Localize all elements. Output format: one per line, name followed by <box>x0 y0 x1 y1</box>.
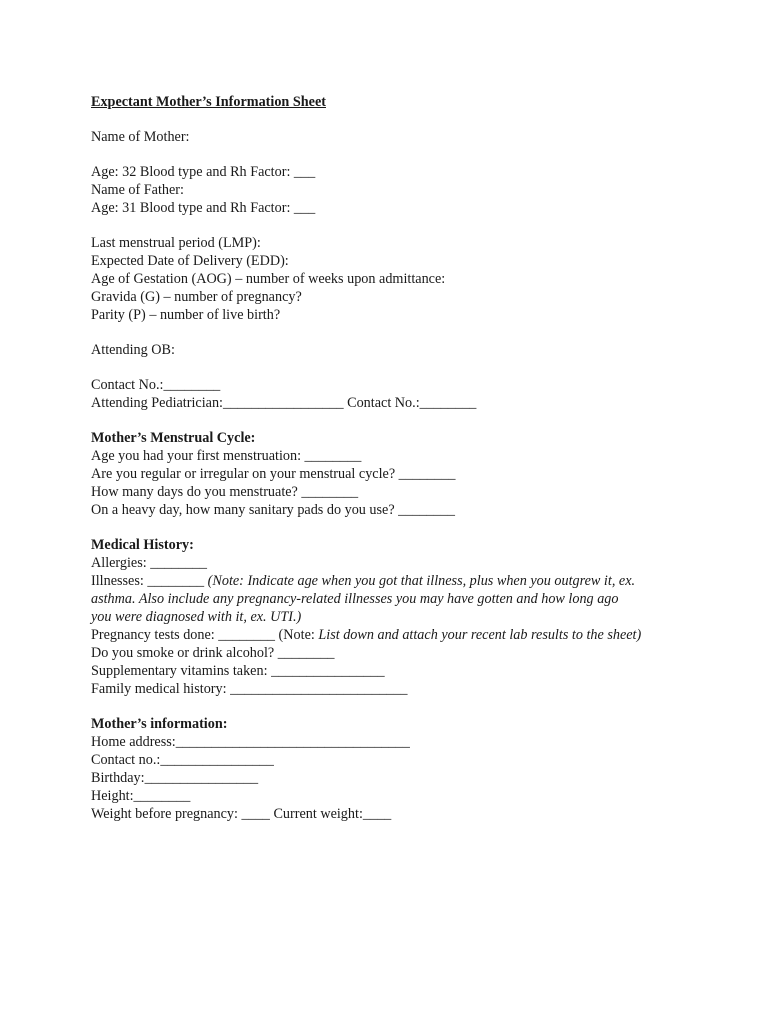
gravida-field: Gravida (G) – number of pregnancy? <box>91 289 302 305</box>
days-menstruate-field: How many days do you menstruate? ________ <box>91 484 359 500</box>
illnesses-note: (Note: Indicate age when you got that illness, plus when you outgrew it, ex. <box>207 573 636 589</box>
medical-history-heading: Medical History: <box>91 537 194 553</box>
aog-field: Age of Gestation (AOG) – number of weeks upon admittance: <box>91 271 446 287</box>
mother-age-field: Age: 32 Blood type and Rh Factor: ___ <box>91 164 316 180</box>
pregnancy-tests-field <box>91 626 731 644</box>
attending-ob-field: Attending OB: <box>91 342 175 358</box>
menstrual-cycle-heading: Mother’s Menstrual Cycle: <box>91 430 256 446</box>
name-of-father-field: Name of Father: <box>91 182 184 198</box>
sanitary-pads-field: On a heavy day, how many sanitary pads do you use? ________ <box>91 502 455 518</box>
father-age-field: Age: 31 Blood type and Rh Factor: ___ <box>91 200 316 216</box>
attending-pediatrician-field: Attending Pediatrician:_________________ Contact No.:________ <box>91 395 477 411</box>
lmp-field: Last menstrual period (LMP): <box>91 235 261 251</box>
contact-no-2-field: Contact no.:________________ <box>91 752 274 768</box>
smoke-drink-field: Do you smoke or drink alcohol? ________ <box>91 645 335 661</box>
regular-irregular-field: Are you regular or irregular on your menstrual cycle? ________ <box>91 466 456 482</box>
illnesses-label: Illnesses: ________ <box>91 573 208 589</box>
illnesses-note-line-2: asthma. Also include any pregnancy-related illnesses you may have gotten and how long ago <box>91 591 619 607</box>
weight-field: Weight before pregnancy: ____ Current weight:____ <box>91 806 392 822</box>
name-of-mother-field: Name of Mother: <box>91 129 190 145</box>
document-title: Expectant Mother’s Information Sheet <box>91 94 326 110</box>
pregnancy-tests-note: List down and attach your recent lab results to the sheet) <box>318 627 642 643</box>
birthday-field: Birthday:________________ <box>91 770 259 786</box>
home-address-field: Home address:_________________________________ <box>91 734 410 750</box>
vitamins-field: Supplementary vitamins taken: ________________ <box>91 663 385 679</box>
illnesses-field <box>91 572 731 590</box>
mother-information-heading: Mother’s information: <box>91 716 228 732</box>
pregnancy-tests-label: Pregnancy tests done: ________ (Note: <box>91 627 319 643</box>
first-menstruation-field: Age you had your first menstruation: ________ <box>91 448 362 464</box>
illnesses-note-line-3: you were diagnosed with it, ex. UTI.) <box>91 609 302 625</box>
parity-field: Parity (P) – number of live birth? <box>91 307 281 323</box>
document-body <box>91 93 731 823</box>
allergies-field: Allergies: ________ <box>91 555 207 571</box>
contact-no-field: Contact No.:________ <box>91 377 221 393</box>
family-history-field: Family medical history: _________________________ <box>91 681 408 697</box>
edd-field: Expected Date of Delivery (EDD): <box>91 253 289 269</box>
height-field: Height:________ <box>91 788 191 804</box>
